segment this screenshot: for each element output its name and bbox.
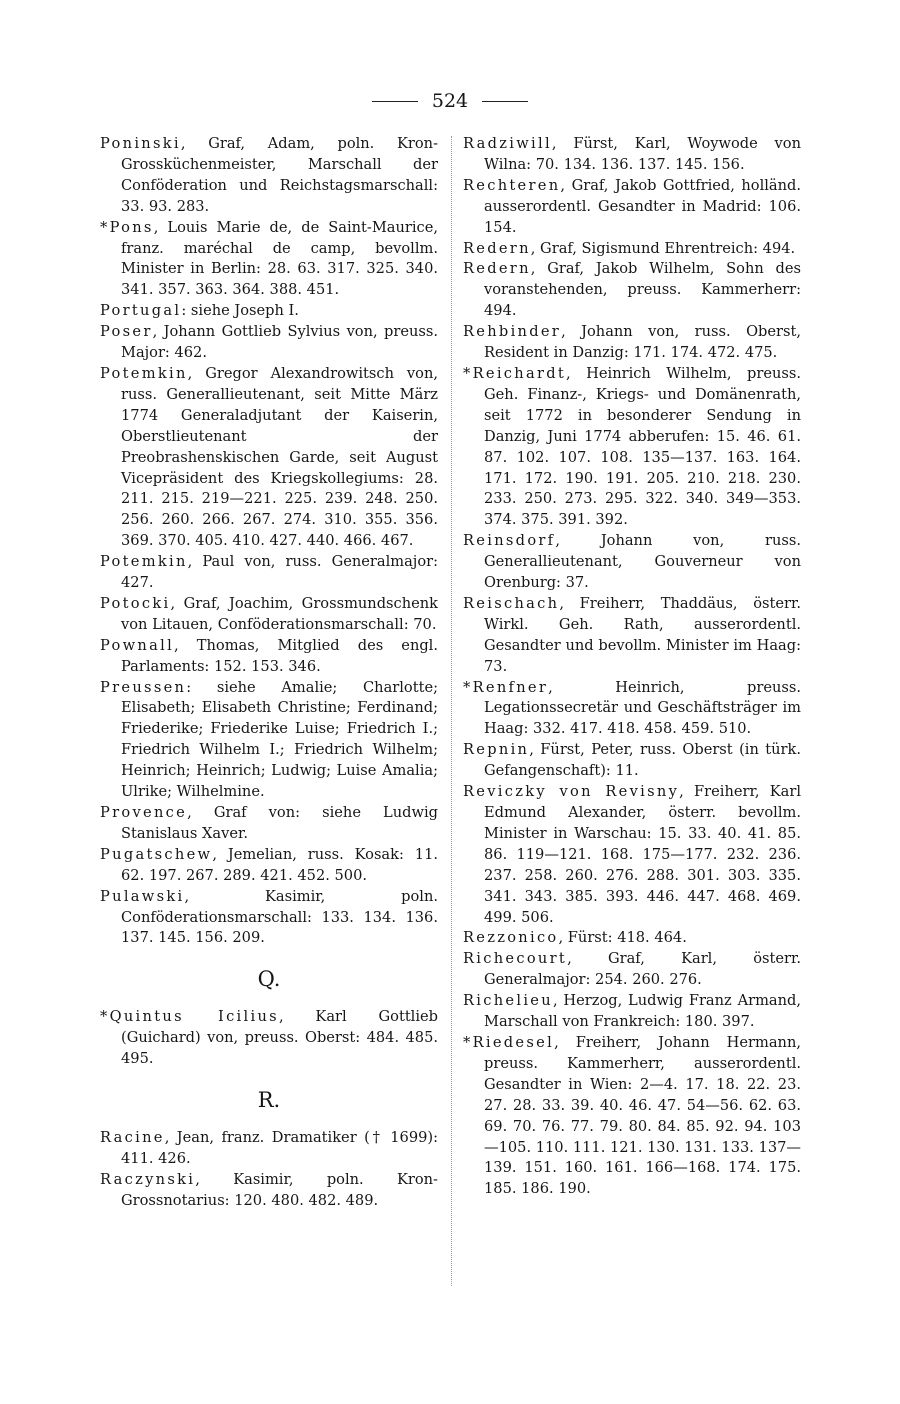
entry-name: Racine (100, 1129, 165, 1147)
entry-name: Pownall (100, 636, 175, 654)
entry-name: Portugal (100, 302, 182, 320)
entry-name: *Quintus Icilius (100, 1008, 279, 1026)
entry-name: *Reichardt (463, 364, 567, 382)
index-entry (463, 928, 801, 949)
entry-details: , Louis Marie de, de Saint-Maurice, franz. maréchal de camp, bevollm. Minister in Berlin: 28. 63. 317. 325. 340. 341. 357. 363. 364. 388. 451. (121, 218, 438, 299)
entry-name: Radziwill (463, 135, 552, 152)
entry-name: Redern (463, 260, 531, 278)
entry-details: , Freiherr, Karl Edmund Alexander, österr. bevollm. Minister in Warschau: 15. 33. 40. 41. 85. 86. 119—121. 168. 175—177. 232. 236. 237. 258. 260. 276. 288. 301. 303. 335. 341. 343. 385. 393. 446. 447. 468. 469. 499. 506. (484, 783, 801, 926)
index-entry (100, 845, 438, 887)
index-entry (463, 364, 801, 531)
index-entry (463, 740, 801, 782)
entry-name: *Renfner (463, 678, 549, 696)
entry-details: , Graf, Adam, poln. Kron-Grossküchenmeister, Marschall der Conföderation und Reichstagsmarschall: 33. 93. 283. (121, 135, 438, 215)
entry-name: Richelieu (463, 992, 553, 1010)
entry-details: , Johann von, russ. Generallieutenant, Gouverneur von Orenburg: 37. (484, 532, 801, 592)
page-number: 524 (431, 90, 469, 112)
header-rule-left (372, 101, 418, 102)
entry-details: , Freiherr, Johann Hermann, preuss. Kammerherr, ausserordentl. Gesandter in Wien: 2—4. 17. 18. 22. 23. 27. 28. 33. 39. 40. 46. 47. 54—56. 62. 63. 69. 70. 76. 77. 79. 80. 84. 85. 92. 94. 103—105. 110. 111. 121. 130. 131. 133. 137—139. 151. 160. 161. 166—168. 174. 175. 185. 186. 190. (484, 1033, 801, 1198)
entry-name: Potocki (100, 594, 171, 612)
entry-name: Repnin (463, 741, 530, 759)
entry-name: Potemkin (100, 364, 188, 382)
section-letter: R. (257, 1088, 281, 1113)
entry-name: Provence (100, 804, 188, 821)
entry-details: , Graf, Jakob Gottfried, holländ. ausserordentl. Gesandter in Madrid: 106. 154. (484, 176, 801, 236)
entry-details: , Graf von: siehe Ludwig Stanislaus Xaver. (121, 804, 438, 842)
index-entry (100, 678, 438, 803)
index-entry (463, 1033, 801, 1200)
entry-name: Richecourt (463, 950, 568, 968)
index-entry (463, 176, 801, 239)
index-entry (463, 594, 801, 678)
entry-details: , Johann Gottlieb Sylvius von, preuss. Major: 462. (121, 323, 438, 362)
entry-details: , Heinrich, preuss. Legationssecretär und Geschäftsträger im Haag: 332. 417. 418. 458. 459. 510. (484, 678, 801, 738)
entry-details: , Paul von, russ. Generalmajor: 427. (121, 553, 438, 592)
entry-details: , Graf, Joachim, Grossmundschenk von Litauen, Conföderationsmarschall: 70. (121, 594, 438, 633)
entry-name: Redern (463, 239, 531, 257)
index-entry (100, 218, 438, 302)
entry-details: , Graf, Sigismund Ehrentreich: 494. (530, 239, 796, 257)
entry-details: , Freiherr, Thaddäus, österr. Wirkl. Geh. Rath, ausserordentl. Gesandter und bevollm. Minister im Haag: 73. (484, 594, 801, 675)
entry-details: : siehe Joseph I. (181, 302, 299, 320)
entry-name: Rehbinder (463, 323, 562, 341)
entry-name: *Pons (100, 218, 154, 236)
entry-name: Rezzonico (463, 929, 559, 947)
entry-name: Pulawski (100, 887, 185, 905)
index-entry (463, 991, 801, 1033)
entry-details: , Herzog, Ludwig Franz Armand, Marschall von Frankreich: 180. 397. (484, 992, 801, 1031)
index-entry (463, 322, 801, 364)
right-column (463, 134, 801, 1200)
index-entry (100, 1128, 438, 1170)
entry-details: , Thomas, Mitglied des engl. Parlaments: 152. 153. 346. (121, 636, 438, 675)
index-entry (463, 678, 801, 741)
entry-name: Poninski (100, 135, 181, 152)
entry-details: , Fürst, Karl, Woywode von Wilna: 70. 134. 136. 137. 145. 156. (484, 135, 801, 173)
entry-details: , Graf, Karl, österr. Generalmajor: 254. 260. 276. (484, 950, 801, 989)
entry-details: , Graf, Jakob Wilhelm, Sohn des voranstehenden, preuss. Kammerherr: 494. (484, 260, 801, 320)
entry-details: , Gregor Alexandrowitsch von, russ. Generallieutenant, seit Mitte März 1774 Generaladjutant der Kaiserin, Oberstlieutenant der Preobrashenskischen Garde, seit August Vicepräsident des Kriegskollegiums: 28. 211. 215. 219—221. 225. 239. 248. 250. 256. 260. 266. 267. 274. 310. 355. 356. 369. 370. 405. 410. 427. 440. 466. 467. (121, 364, 438, 550)
index-entry (463, 782, 801, 928)
entry-name: Rechteren (463, 176, 561, 194)
index-entry (100, 322, 438, 364)
index-entry (100, 301, 438, 322)
entry-name: Potemkin (100, 553, 188, 571)
column-divider (451, 136, 452, 1286)
entry-name: Pugatschew (100, 845, 213, 863)
page-header (0, 90, 900, 112)
entry-name: Reischach (463, 594, 560, 612)
entry-name: Preussen (100, 678, 187, 696)
index-entry (100, 134, 438, 218)
index-entry (100, 552, 438, 594)
index-entry (463, 239, 801, 260)
entry-name: Raczynski (100, 1170, 196, 1188)
entry-name: Reinsdorf (463, 532, 556, 550)
entry-details: , Johann von, russ. Oberst, Resident in Danzig: 171. 174. 472. 475. (484, 323, 801, 362)
entry-details: , Fürst, Peter, russ. Oberst (in türk. Gefangenschaft): 11. (484, 741, 801, 780)
index-entry (463, 134, 801, 176)
left-column (100, 134, 438, 1212)
entry-details: , Fürst: 418. 464. (558, 929, 687, 947)
entry-details: : siehe Amalie; Charlotte; Elisabeth; Elisabeth Christine; Ferdinand; Friederike; Friederike Luise; Friedrich I.; Friedrich Wilhelm I.; Friedrich Wilhelm; Heinrich; Heinrich; Ludwig; Luise Amalia; Ulrike; Wilhelmine. (121, 678, 438, 801)
entry-details: , Jemelian, russ. Kosak: 11. 62. 197. 267. 289. 421. 452. 500. (121, 845, 438, 884)
entry-name: *Riedesel (463, 1033, 555, 1051)
entry-name: Poser (100, 323, 153, 341)
entry-details: , Kasimir, poln. Conföderationsmarschall: 133. 134. 136. 137. 145. 156. 209. (121, 887, 438, 947)
header-rule-right (482, 101, 528, 102)
index-entry (100, 1170, 438, 1212)
entry-details: , Jean, franz. Dramatiker († 1699): 411. 426. (121, 1129, 438, 1167)
index-entry (100, 803, 438, 845)
entry-details: , Heinrich Wilhelm, preuss. Geh. Finanz-, Kriegs- und Domänenrath, seit 1772 in besonderer Sendung in Danzig, Juni 1774 abberufen: 15. 46. 61. 87. 102. 107. 108. 135—137. 163. 164. 171. 172. 190. 191. 205. 210. 218. 230. 233. 250. 273. 295. 322. 340. 349—353. 374. 375. 391. 392. (484, 364, 801, 529)
index-entry (100, 1007, 438, 1070)
entry-details: , Karl Gottlieb (Guichard) von, preuss. Oberst: 484. 485. 495. (121, 1008, 438, 1068)
entry-name: Reviczky von Revisny (463, 783, 680, 801)
section-letter: Q. (257, 967, 281, 992)
index-entry (100, 594, 438, 636)
entry-details: , Kasimir, poln. Kron-Grossnotarius: 120. 480. 482. 489. (121, 1170, 438, 1209)
index-entry (100, 636, 438, 678)
index-entry (100, 887, 438, 950)
index-entry (463, 259, 801, 322)
index-entry (463, 531, 801, 594)
index-entry (100, 364, 438, 552)
index-entry (463, 949, 801, 991)
